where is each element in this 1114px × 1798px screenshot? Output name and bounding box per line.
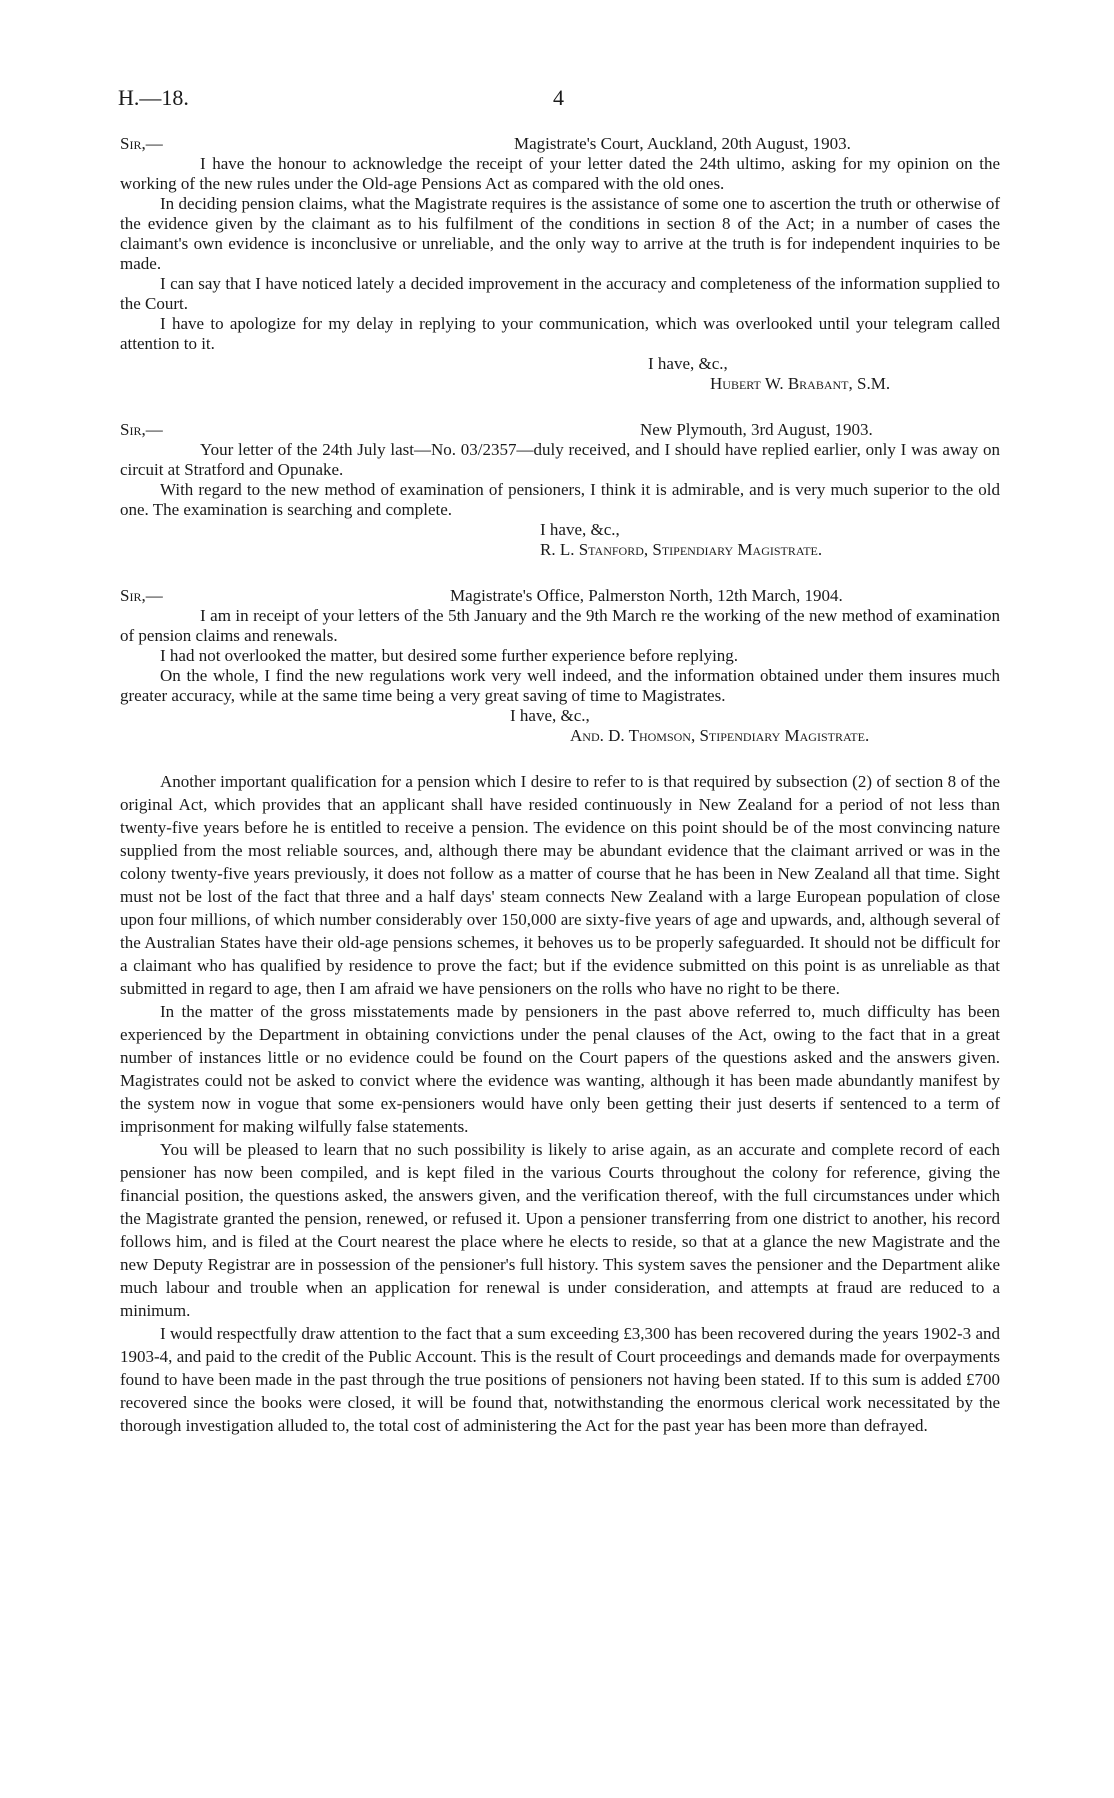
document-page bbox=[118, 85, 1000, 1437]
page-header bbox=[118, 85, 1000, 124]
letter-closing: I have, &c., bbox=[510, 706, 590, 725]
letter-paragraph: I have the honour to acknowledge the receipt of your letter dated the 24th ultimo, asking for my opinion on the working of the new rules under the Old-age Pensions Act as compared with the old ones. bbox=[120, 154, 1000, 193]
letter-paragraph: Your letter of the 24th July last—No. 03/2357—duly received, and I should have replied earlier, only I was away on circuit at Stratford and Opunake. bbox=[120, 440, 1000, 479]
letter-location-date: New Plymouth, 3rd August, 1903. bbox=[640, 420, 873, 439]
letter-thomson bbox=[120, 586, 1000, 746]
letter-closing: I have, &c., bbox=[648, 354, 728, 373]
letter-paragraph: I am in receipt of your letters of the 5th January and the 9th March re the working of the new method of examination of pension claims and renewals. bbox=[120, 606, 1000, 645]
salutation: Sir,— bbox=[120, 586, 163, 605]
report-paragraph: You will be pleased to learn that no such possibility is likely to arise again, as an accurate and complete record of each pensioner has now been compiled, and is kept filed in the various Courts throughout the colony for reference, giving the financial position, the questions asked, the answers given, and the verification thereof, with the full circumstances under which the Magistrate granted the pension, renewed, or refused it. Upon a pensioner transferring from one district to another, his record follows him, and is filed at the Court nearest the place where he elects to reside, so that at a glance the new Magistrate and the new Deputy Registrar are in possession of the pensioner's full history. This system saves the pensioner and the Department alike much labour and trouble when an application for renewal is under consideration, and attempts at fraud are reduced to a minimum. bbox=[120, 1140, 1000, 1320]
letter-signature: And. D. Thomson, Stipendiary Magistrate. bbox=[570, 726, 870, 745]
letter-location-date: Magistrate's Office, Palmerston North, 12th March, 1904. bbox=[450, 586, 843, 605]
letter-location-date: Magistrate's Court, Auckland, 20th August, 1903. bbox=[514, 134, 851, 153]
letter-paragraph: I have to apologize for my delay in replying to your communication, which was overlooked until your telegram called attention to it. bbox=[120, 314, 1000, 353]
letter-signature: Hubert W. Brabant, S.M. bbox=[710, 374, 891, 393]
report-body bbox=[120, 770, 1000, 1437]
document-reference: H.—18. bbox=[118, 85, 189, 110]
letter-stanford bbox=[120, 420, 1000, 560]
letter-paragraph: I had not overlooked the matter, but desired some further experience before replying. bbox=[160, 646, 739, 665]
letter-brabant bbox=[120, 134, 1000, 394]
report-paragraph: I would respectfully draw attention to the fact that a sum exceeding £3,300 has been recovered during the years 1902-3 and 1903-4, and paid to the credit of the Public Account. This is the result of Court proceedings and demands made for overpayments found to have been made in the past through the true positions of pensioners not having been stated. If to this sum is added £700 recovered since the books were closed, it will be found that, notwithstanding the enormous clerical work necessitated by the thorough investigation alluded to, the total cost of administering the Act for the past year has been more than defrayed. bbox=[120, 1324, 1000, 1435]
letter-paragraph: In deciding pension claims, what the Magistrate requires is the assistance of some one to ascertion the truth or otherwise of the evidence given by the claimant as to his fulfilment of the conditions in section 8 of the Act; in a number of cases the claimant's own evidence is inconclusive or unreliable, and the only way to arrive at the truth is for independent inquiries to be made. bbox=[120, 194, 1000, 273]
report-paragraph: In the matter of the gross misstatements made by pensioners in the past above referred to, much difficulty has been experienced by the Department in obtaining convictions under the penal clauses of the Act, owing to the fact that in a great number of instances little or no evidence could be found on the Court papers of the questions asked and the answers given. Magistrates could not be asked to convict where the evidence was wanting, although it has been made abundantly manifest by the system now in vogue that some ex-pensioners would have only been getting their just deserts if sentenced to a term of imprisonment for making wilfully false statements. bbox=[120, 1002, 1000, 1136]
report-paragraph: Another important qualification for a pension which I desire to refer to is that required by subsection (2) of section 8 of the original Act, which provides that an applicant shall have resided continuously in New Zealand for a period of not less than twenty-five years before he is entitled to receive a pension. The evidence on this point should be of the most convincing nature supplied from the most reliable sources, and, although there may be abundant evidence that the claimant arrived or was in the colony twenty-five years previously, it does not follow as a matter of course that he has been in New Zealand all that time. Sight must not be lost of the fact that three and a half days' steam connects New Zealand with a large European population of close upon four millions, of which number considerably over 150,000 are sixty-five years of age and upwards, and, although several of the Australian States have their old-age pensions schemes, it behoves us to be properly safeguarded. It should not be difficult for a claimant who has qualified by residence to prove the fact; but if the evidence submitted on this point is as unreliable as that submitted in regard to age, then I am afraid we have pensioners on the rolls who have no right to be there. bbox=[120, 772, 1000, 998]
salutation: Sir,— bbox=[120, 134, 163, 153]
letter-closing: I have, &c., bbox=[540, 520, 620, 539]
letter-paragraph: On the whole, I find the new regulations work very well indeed, and the information obtained under them insures much greater accuracy, while at the same time being a very great saving of time to Magistrates. bbox=[120, 666, 1000, 705]
letter-signature: R. L. Stanford, Stipendiary Magistrate. bbox=[540, 540, 823, 559]
letter-paragraph: With regard to the new method of examination of pensioners, I think it is admirable, and is very much superior to the old one. The examination is searching and complete. bbox=[120, 480, 1000, 519]
salutation: Sir,— bbox=[120, 420, 163, 439]
letter-paragraph: I can say that I have noticed lately a decided improvement in the accuracy and completeness of the information supplied to the Court. bbox=[120, 274, 1000, 313]
page-number: 4 bbox=[553, 85, 564, 110]
